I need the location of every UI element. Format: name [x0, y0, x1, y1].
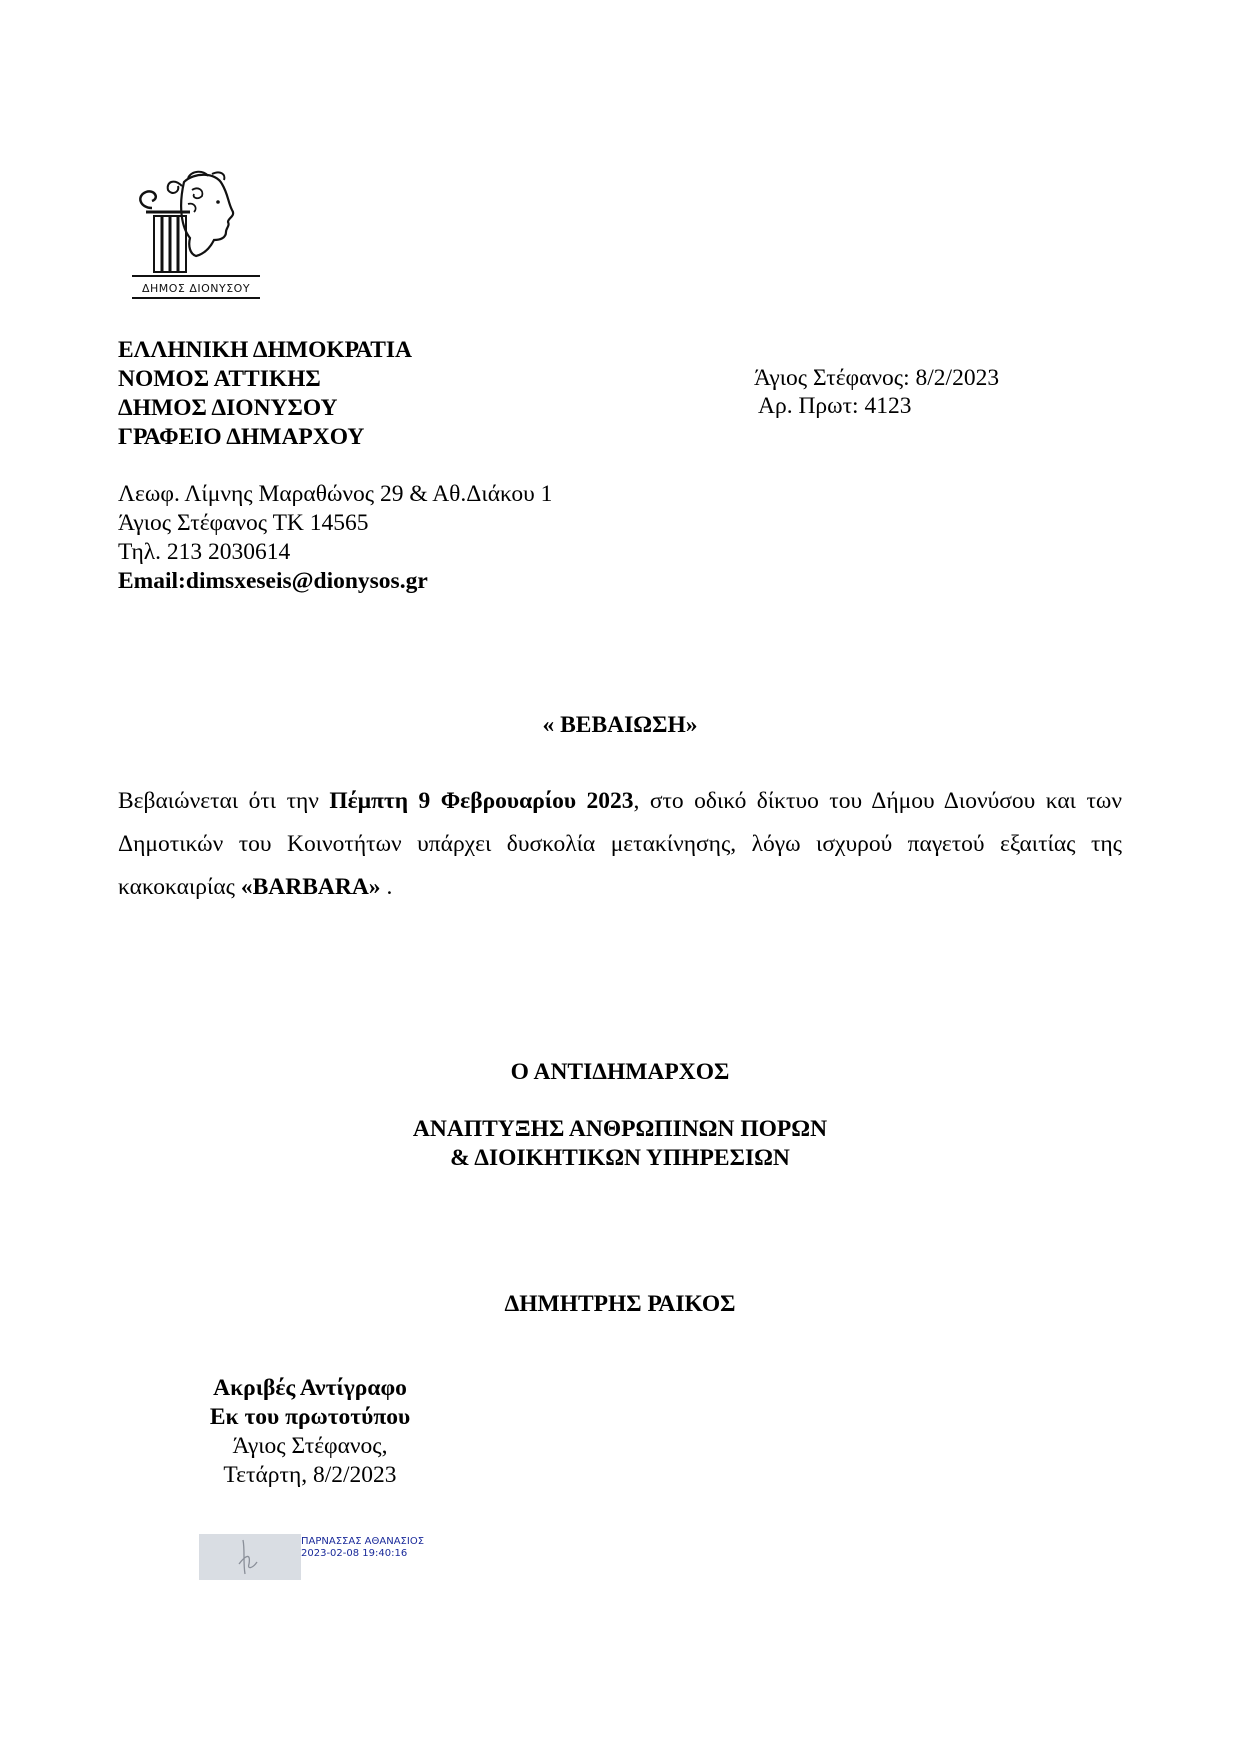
header-line-country: ΕΛΛΗΝΙΚΗ ΔΗΜΟΚΡΑΤΙΑ: [118, 337, 413, 363]
body-date: Πέμπτη 9 Φεβρουαρίου 2023: [329, 788, 634, 814]
document-title: « ΒΕΒΑΙΩΣΗ»: [542, 712, 698, 738]
copy-place: Άγιος Στέφανος,: [232, 1433, 388, 1459]
copy-date: Τετάρτη, 8/2/2023: [223, 1462, 397, 1488]
body-part-3: .: [380, 874, 393, 900]
header-line-municipality: ΔΗΜΟΣ ΔΙΟΝΥΣΟΥ: [118, 395, 338, 421]
header-line-office: ΓΡΑΦΕΙΟ ΔΗΜΑΡΧΟΥ: [118, 424, 365, 450]
address-block: [118, 480, 552, 596]
copy-line-2: Εκ του πρωτοτύπου: [209, 1404, 411, 1430]
digital-signature-image: [199, 1534, 301, 1580]
copy-line-1: Ακριβές Αντίγραφο: [213, 1375, 407, 1401]
body-part-2: , στο οδικό δίκτυο του Δήμου Διονύσου και των Δημοτικών του Κοινοτήτων υπάρχει δυσκολία μετακίνησης, λόγω ισχυρού παγετού εξαιτίας της κακοκαιρίας: [118, 788, 1122, 900]
address-street: Λεωφ. Λίμνης Μαραθώνος 29 & Αθ.Διάκου 1: [118, 481, 553, 507]
signatory-name: ΔΗΜΗΤΡΗΣ ΡΑΙΚΟΣ: [504, 1291, 736, 1317]
handwritten-signature-icon: [199, 1534, 301, 1580]
place-date: Άγιος Στέφανος: 8/2/2023: [754, 365, 1000, 391]
certification-text: [118, 780, 1122, 909]
body-storm-name: «BARBARA»: [240, 874, 381, 900]
digital-signature-info: [301, 1536, 424, 1560]
signature-timestamp: 2023-02-08 19:40:16: [301, 1548, 408, 1559]
address-city: Άγιος Στέφανος ΤΚ 14565: [118, 510, 369, 536]
protocol-number: Αρ. Πρωτ: 4123: [758, 393, 912, 419]
municipality-logo-icon: [132, 168, 260, 300]
signatory-role: Ο ΑΝΤΙΔΗΜΑΡΧΟΣ: [510, 1059, 730, 1085]
signatory-department: [0, 1115, 1240, 1173]
department-line-2: & ΔΙΟΙΚΗΤΙΚΩΝ ΥΠΗΡΕΣΙΩΝ: [450, 1145, 790, 1171]
true-copy-block: [160, 1374, 460, 1490]
address-phone: Τηλ. 213 2030614: [118, 539, 291, 565]
address-email: Email:dimsxeseis@dionysos.gr: [118, 568, 428, 594]
logo-caption: ΔΗΜΟΣ ΔΙΟΝΥΣΟΥ: [141, 282, 251, 295]
department-line-1: ΑΝΑΠΤΥΞΗΣ ΑΝΘΡΩΠΙΝΩΝ ΠΟΡΩΝ: [412, 1116, 828, 1142]
body-part-1: Βεβαιώνεται ότι την: [118, 788, 330, 814]
header-line-prefecture: ΝΟΜΟΣ ΑΤΤΙΚΗΣ: [118, 366, 321, 392]
municipality-logo: [132, 168, 260, 300]
issuer-header: [118, 336, 412, 452]
signature-signer: ΠΑΡΝΑΣΣΑΣ ΑΘΑΝΑΣΙΟΣ: [301, 1536, 425, 1547]
